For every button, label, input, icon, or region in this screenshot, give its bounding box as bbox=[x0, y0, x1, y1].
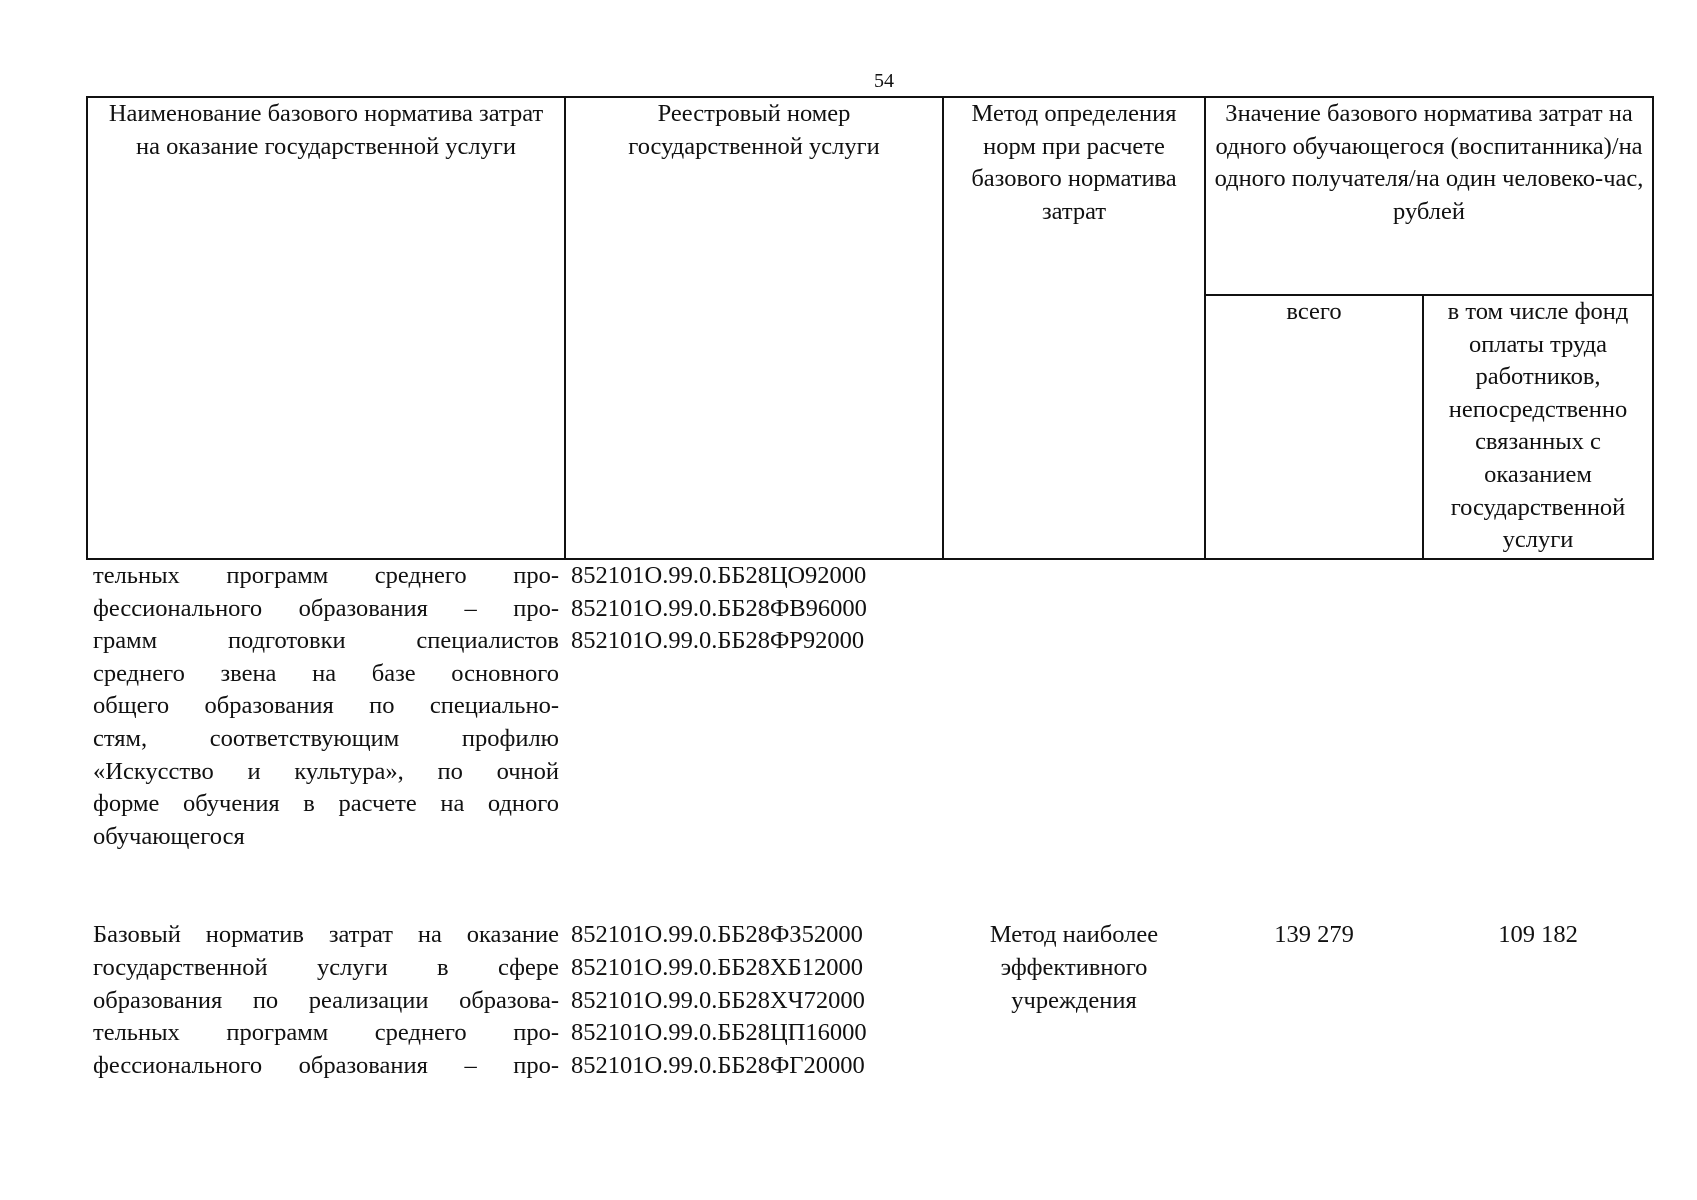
registry-code: 852101О.99.0.ББ28ФР92000 bbox=[571, 627, 865, 655]
registry-code: 852101О.99.0.ББ28ФЗ52000 bbox=[571, 921, 863, 949]
registry-code: 852101О.99.0.ББ28ФВ96000 bbox=[571, 594, 867, 622]
cost-norm-table bbox=[86, 96, 1654, 1082]
name-line: тельных программ среднего про- bbox=[93, 1019, 559, 1047]
name-line: Базовый норматив затрат на оказание bbox=[93, 921, 559, 949]
header-name: Наименование базового норматива затрат на оказание государственной услуги bbox=[87, 97, 565, 559]
name-line: государственной услуги в сфере bbox=[93, 953, 559, 981]
row-total-cell bbox=[1205, 559, 1423, 853]
name-line: фессионального образования – про- bbox=[93, 594, 559, 622]
name-line: фессионального образования – про- bbox=[93, 1051, 559, 1079]
row-method-cell bbox=[943, 559, 1205, 853]
header-registry-number: Реестровый номер государственной услуги bbox=[565, 97, 943, 559]
row-name-cell bbox=[87, 919, 565, 1082]
name-line: форме обучения в расчете на одного bbox=[93, 790, 559, 818]
row-wage-cell bbox=[1423, 559, 1653, 853]
header-value-total: всего bbox=[1205, 295, 1423, 559]
header-value: Значение базового норматива затрат на одного обучающегося (воспитанника)/на одного получателя/на один человеко-час, рублей bbox=[1205, 97, 1653, 295]
spacer-cell bbox=[87, 853, 565, 919]
row-registry-cell bbox=[565, 919, 943, 1082]
spacer-cell bbox=[565, 853, 943, 919]
row-spacer bbox=[87, 853, 1653, 919]
registry-code: 852101О.99.0.ББ28ХБ12000 bbox=[571, 953, 863, 981]
name-line: грамм подготовки специалистов bbox=[93, 627, 559, 655]
row-method-cell: Метод наиболее эффективного учреждения bbox=[989, 921, 1159, 1014]
row-wage-cell: 109 182 bbox=[1498, 921, 1578, 949]
spacer-cell bbox=[1423, 853, 1653, 919]
registry-code: 852101О.99.0.ББ28ХЧ72000 bbox=[571, 986, 865, 1014]
name-line: «Искусство и культура», по очной bbox=[93, 757, 559, 785]
row-name-cell bbox=[87, 559, 565, 853]
name-line: среднего звена на базе основного bbox=[93, 659, 559, 687]
name-line: общего образования по специально- bbox=[93, 692, 559, 720]
header-method: Метод определения норм при расчете базового норматива затрат bbox=[943, 97, 1205, 559]
name-line: стям, соответствующим профилю bbox=[93, 724, 559, 752]
row-registry-cell bbox=[565, 559, 943, 853]
table-row bbox=[87, 559, 1653, 853]
registry-code: 852101О.99.0.ББ28ФГ20000 bbox=[571, 1051, 865, 1079]
registry-code: 852101О.99.0.ББ28ЦП16000 bbox=[571, 1019, 867, 1047]
registry-code: 852101О.99.0.ББ28ЦО92000 bbox=[571, 562, 867, 589]
name-line: обучающегося bbox=[93, 822, 245, 850]
row-total-cell: 139 279 bbox=[1274, 921, 1354, 949]
table-row bbox=[87, 919, 1653, 1082]
header-value-wage: в том числе фонд оплаты труда работников, непосредственно связанных с оказанием государственной услуги bbox=[1423, 295, 1653, 559]
name-line: образования по реализации образова- bbox=[93, 986, 559, 1014]
spacer-cell bbox=[943, 853, 1205, 919]
spacer-cell bbox=[1205, 853, 1423, 919]
page-number: 54 bbox=[874, 70, 894, 92]
name-line: тельных программ среднего про- bbox=[93, 562, 559, 589]
